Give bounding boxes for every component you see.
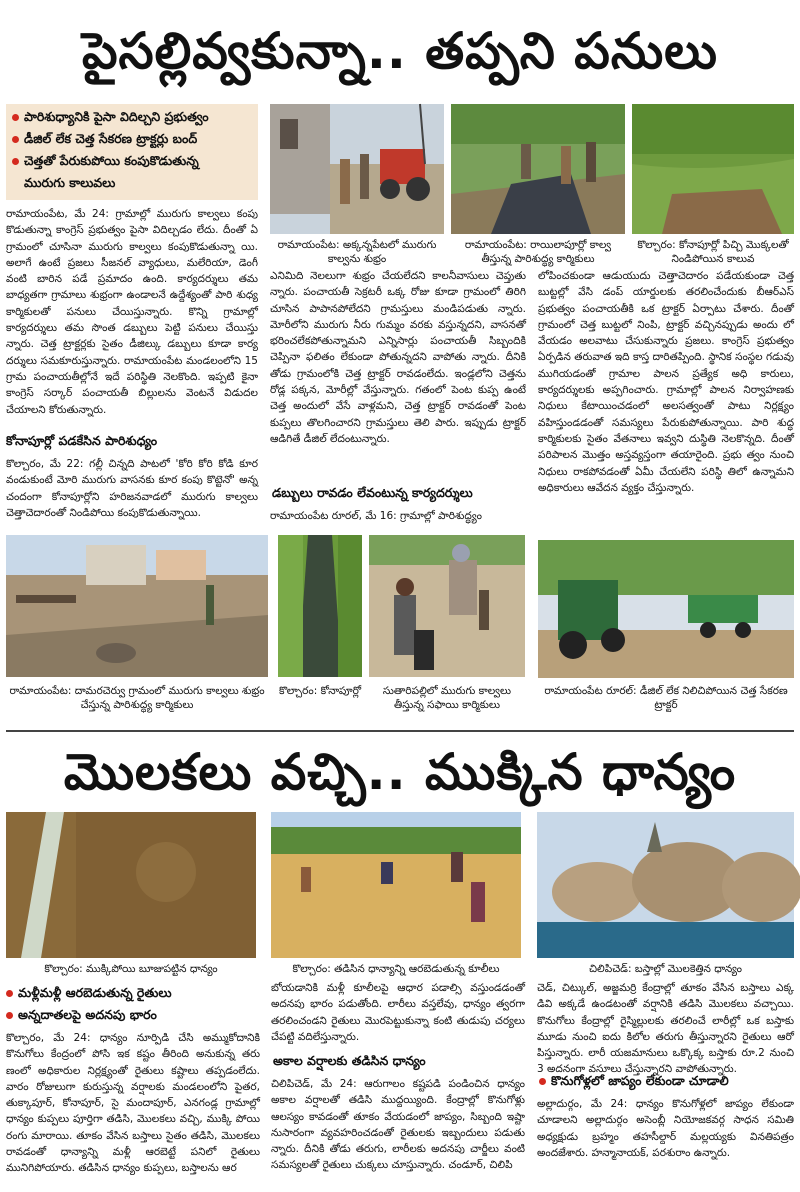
headline-grain: మొలకలు వచ్చి.. ముక్కిన ధాన్యం	[63, 743, 737, 801]
grain-body-col3: చెడ్, చిట్కుల్, అజ్జమర్రి కేంద్రాల్లో తూకం వేసిన బస్తాలు ఎక్క డివి అక్కడే ఉండటంతో వర్షానికి తడిసి మొలకలు వచ్చాయి. కొనుగోలు కేంద్రాల్లో రైస్మిల్లులకు తరలించే లారీల్లో ఒక బస్తాకు మూడు నుంచి ఐదు కిలోల తరుగు తీస్తున్నారని రైతులు ఆరో పిస్తున్నారు. లారీ యజమానులు ఒక్కొక్క బస్తాకు రూ.2 నుంచి 3 అదనంగా వసూలు చేస్తున్నారని వాపోతున్నారు.	[537, 982, 794, 1076]
highlight-bullet: డీజిల్ లేక చెత్త సేకరణ ట్రాక్టర్లు బంద్	[12, 128, 252, 150]
caption-photo-6: సుతారిపల్లిలో మురుగు కాల్వలు తీస్తున్న సఫాయి కార్మికులు	[382, 685, 512, 711]
article-body-col1-konapur: కొల్చారం, మే 22: గల్లీ చిన్నది పాటలో 'కోరి కోరి కోడి కూర వండుకుంటే మోరి మురుగు వాసనకు కూర కంపు కొట్టెనో' అన్న చందంగా కోనాపూర్లోని హరిజనవాడలో మురుగు కాల్వలు చెత్తాచెదారంతో నిండిపోయి కంపుకొడుతున్నాయి.	[6, 458, 258, 519]
photo-drain-cleaning	[270, 104, 444, 234]
bullet-farmers-drying: మళ్లీమళ్లీ ఆరబెడుతున్న రైతులు	[6, 984, 172, 1002]
grain-body-col3-alladurgam: అల్లాదుర్గం, మే 24: ధాన్యం కొనుగోళ్లలో జాప్యం లేకుండా చూడాలని అల్లాదుర్గం అసెంబ్లీ నియోజకవర్గ సాధన సమితి అధ్యక్షుడు బ్రహ్మం తహసీల్దార్ మల్లయ్యకు వినతిపత్రం అందజేశారు. హన్మానాయక్, పరశురాం ఉన్నారు.	[537, 1098, 794, 1159]
bullet-dot-icon	[539, 1078, 546, 1085]
bullet-dot-icon	[12, 158, 19, 165]
photo-sutharipalli-workers	[369, 535, 525, 677]
photo-stalled-tractor	[538, 540, 794, 678]
subheading-wet-grain: అకాల వర్షాలకు తడిసిన ధాన్యం	[273, 1053, 426, 1068]
bullet-dot-icon	[12, 114, 19, 121]
headline-sanitation: పైసల్లివ్వకున్నా.. తప్పని పనులు	[81, 22, 718, 80]
grain-body-col1: కొల్చారం, మే 24: ధాన్యం నూర్పిడి చేసి అమ్ముకోదానికి కొనుగోలు కేంద్రంలో పోసి ఇక కష్టం తీరింది అనుకున్న తరు ణంలో అధికారుల నిర్లక్ష్యంతో రైతులు కష్టాలు తప్పడంలేదు. వారం రోజులుగా కురుస్తున్న వర్షాలకు మండలంలోని పైతర, తుక్కాపూర్, కోనాపూర్, సై మందాపూర్, ఎనగండ్ల గ్రామాల్లో ధాన్యం కుప్పలు పూర్తిగా తడిసి, మొలకలు వచ్చి, ముక్కి పోయి రంగు మారాయి. తూకం వేసిన బస్తాలు సైతం తడిసి, మొలకలు రావడంతో ధాన్యాన్ని మళ్లీ ఆరబెట్టే పనిలో రైతులు మునిగిపోయారు. తడిసిన ధాన్యం కుప్పలు, బస్తాలను ఆర	[6, 1032, 260, 1175]
highlight-bullet: చెత్తతో పేరుకుపోయి కంపుకొడుతున్న	[12, 150, 252, 172]
article-body-col2-rural: రామాయంపేట రూరల్, మే 16: గ్రామాల్లో పారిశుద్ధ్యం	[270, 510, 482, 522]
photo-damaracheruvu-drain	[6, 535, 268, 677]
caption-photo-5: కొల్చారం: కోనాపూర్లో	[278, 685, 362, 697]
photo-mouldy-grain	[6, 812, 256, 958]
highlight-box	[6, 104, 258, 200]
photo-sprouted-bags	[537, 812, 794, 958]
photo-canal-workers	[451, 104, 625, 234]
caption-photo-2: రామాయంపేట: రాయిలాపూర్లో కాల్వ తీస్తున్న పారిశుద్ధ్య కార్మికులు	[464, 239, 612, 265]
subheading-konapur: కోనాపూర్లో పడకేసిన పారిశుధ్యం	[6, 433, 158, 448]
photo-konapur-drain	[278, 535, 362, 677]
caption-photo-3: కొల్చారం: కోనాపూర్లో పిచ్చి మొక్కలతో నిండిపోయిన కాలువ	[637, 239, 789, 265]
caption-grain-1: కొల్చారం: ముక్కిపోయి బూజుపట్టిన ధాన్యం	[44, 963, 218, 975]
highlight-bullet: పారిశుధ్యానికి పైసా విదిల్చని ప్రభుత్వం	[12, 106, 252, 128]
caption-photo-1: రామాయంపేట: అక్కన్నపేటలో మురుగు కాల్వను శుభ్రం	[277, 239, 437, 265]
bullet-dot-icon	[12, 136, 19, 143]
bullet-dot-icon	[6, 1012, 13, 1019]
article-body-col3: లోపించకుండా ఆడుయుదు చెత్తాచెదారం పడేయకుండా చెత్త బుట్టల్లో వేసి డంప్ యార్డులకు తరలించేందుకు బీఆర్ఎస్ ప్రభుత్వం పంచాయతీకి ఒక ట్రాక్టర్ ఏర్పాటు చేశారు. దీంతో గ్రామంలో చెత్త బుట్టలో నింపి, ట్రాక్టర్ వచ్చినప్పుడు అందు లో వేయడం అలవాటు చేసుకున్నారు ప్రజలు. కాంగ్రెస్ ప్రభుత్వం ఏర్పడిన తరువాత ఇది కాస్త దారితప్పింది. స్థానిక సంస్థల గడువు ముగియడంతో గ్రామాల పాలన ప్రత్యేక అధి కారులు, కార్యదర్శులకు అప్పగించారు. గ్రామాల్లో పాలన నిర్వాహణకు నిధులు కేటాయించడంలో అలసత్వంతో పాటు నిర్లక్ష్యం వహిస్తుండడంతో సమస్యలు పేరుకుపోతున్నాయి. పారి శుద్ధ కార్మికులకు సైతం వేతనాలు ఇవ్వని దుస్థితి నెలకొన్నది. దీంతో పరిపాలన మొత్తం అస్తవ్యస్తంగా తయారైంది. ప్రభు త్వం నుంచి నిధులు రాకపోవడంతో ఏమీ చేయలేని పరిస్థి తిలో ఉన్నామని అధికారులు ఆవేదన వ్యక్తం చేస్తున్నారు.	[538, 270, 794, 494]
photo-overgrown-canal	[632, 104, 794, 234]
highlight-bullet-continued: మురుగు కాలువలు	[24, 175, 116, 190]
article-body-col1: రామాయంపేట, మే 24: గ్రామాల్లో మురుగు కాల్వలు కంపు కొడుతున్నా కాంగ్రెస్ ప్రభుత్వం పైసా విదిల్చడం లేదు. దీంతో ఏ గ్రామంలో చూసినా మురుగు కాల్వలు కంపుకొడుతున్నా యి. అలాగే ఉంటే ప్రజలు సీజనల్ వ్యాధులు, మలేరియా, డెంగీ వంటి బారిన పడే ప్రమాదం ఉంది. కార్యదర్శులు తమ బాధ్యతగా గ్రామాలు శుభ్రంగా ఉండాలనే ఉద్దేశ్యంతో పారి శుధ్య కార్మికులతో పనులు చేయిస్తున్నారు. కొన్ని గ్రామాల్లో కార్యదర్శులు తమ సొంత డబ్బులు పెట్టి పనులు చేయిస్తు న్నారు. చెత్త ట్రాక్టర్లకు సైతం డీజిల్కు డబ్బులు కూడా కార్య దర్శులు సమకూరుస్తున్నారు. రామాయంపేట మండలంలోని 15 గ్రామ పంచాయతీల్లోనే ఇదే పరిస్థితి నెలకొంది. ఇప్పటి కైనా కాంగ్రెస్ సర్కార్ పంచాయతీ బిల్లులను వెంటనే విడుదల చేయాలని కోరుతున్నారు.	[6, 208, 258, 416]
subheading-secretaries: డబ్బులు రావడం లేవంటున్న కార్యదర్శులు	[272, 485, 473, 500]
subheading-no-delay: కొనుగోళ్లలో జాప్యం లేకుండా చూడాలి	[539, 1072, 729, 1090]
section-divider	[6, 730, 794, 732]
caption-grain-3: చిలిపిచెడ్: బస్తాల్లో మొలకెత్తిన ధాన్యం	[588, 963, 742, 975]
article-body-col2: ఎనిమిది నెలలుగా శుభ్రం చేయలేదని కాలనీవాసులు చెప్తుతు న్నారు. పంచాయతీ సెక్రటరీ ఒక్క రోజు కూడా గ్రామంలో తిరిగి చూసిన పాపానపోలేదని గ్రామస్తులు మండిపడుతు న్నారు. మోరీలోని మురుగు నీరు గుమ్మం వరకు వస్తున్నదని, వాసనతో భరించలేకపోతున్నామని ఎన్నిసార్లు పంచాయతీ సిబ్బందికి చెప్పినా ఫలితం లేకుండా పోతున్నదని వాపోతు న్నారు. దీనికి తోడు గ్రామంలోకి చెత్త ట్రాక్టర్ రావడంలేదు. ఇండ్లలోని చెత్తను రోడ్ల పక్కన, మోరీల్లో వేస్తున్నారు. గతంలో పెంట కుప్ప ఉంటే చెత్త అందులో వేసే వాళ్లమని, చెత్త ట్రాక్టర్ రావడంతో పెంట కుప్పలు తొలగించారని గ్రామస్తులు తెలి పారు. ఇప్పుడు ట్రాక్టర్ ఆడిగితే డీజిల్ లేదంటున్నారు.	[270, 270, 526, 445]
grain-body-col2: బోయడానికి మళ్లీ కూలీలపై ఆధార పడాల్సి వస్తుండడంతో అదనపు భారం పడుతోంది. లారీలు వస్తలేవు, ధాన్యం త్వరగా తరలించండని రైతులు మొరపెట్టుకున్నా కంటి తుడుపు చర్యలు చేపట్టి వదిలేస్తున్నారు.	[271, 982, 525, 1043]
caption-photo-7: రామాయంపేట రూరల్: డీజిల్ లేక నిలిచిపోయిన చెత్త సేకరణ ట్రాక్టర్	[544, 685, 788, 711]
bullet-extra-burden: అన్నదాతలపై అదనపు భారం	[6, 1006, 157, 1024]
caption-grain-2: కొల్చారం: తడిసిన ధాన్యాన్ని ఆరబెడుతున్న కూలీలు	[292, 963, 500, 975]
grain-body-col2-chilipiched: చిలిపిచెడ్, మే 24: ఆరుగాలం కష్టపడి పండించిన ధాన్యం అకాల వర్షాలతో తడిసి ముద్దయ్యింది. కేంద్రాల్లో కొనుగోళ్లు ఆలస్యం కావడంతో తూకం వేయడంలో జాప్యం, సిబ్బంది ఇష్టా నుసారంగా వ్యవహరించడంతో రైతులకు ఇబ్బందులు పడుతు న్నారు. దీనికి తోడు తరుగు, లారీలకు అదనపు చార్జీలు వంటి సమస్యలతో రైతులు చుక్కలు చూస్తున్నారు. చండూర్, చిలిపి	[271, 1078, 525, 1172]
caption-photo-4: రామాయంపేట: దామరచెర్వు గ్రామంలో మురుగు కాల్వలు శుభ్రం చేస్తున్న పారిశుద్ధ్య కార్మికులు	[9, 685, 265, 711]
photo-drying-grain	[271, 812, 521, 958]
bullet-dot-icon	[6, 990, 13, 997]
